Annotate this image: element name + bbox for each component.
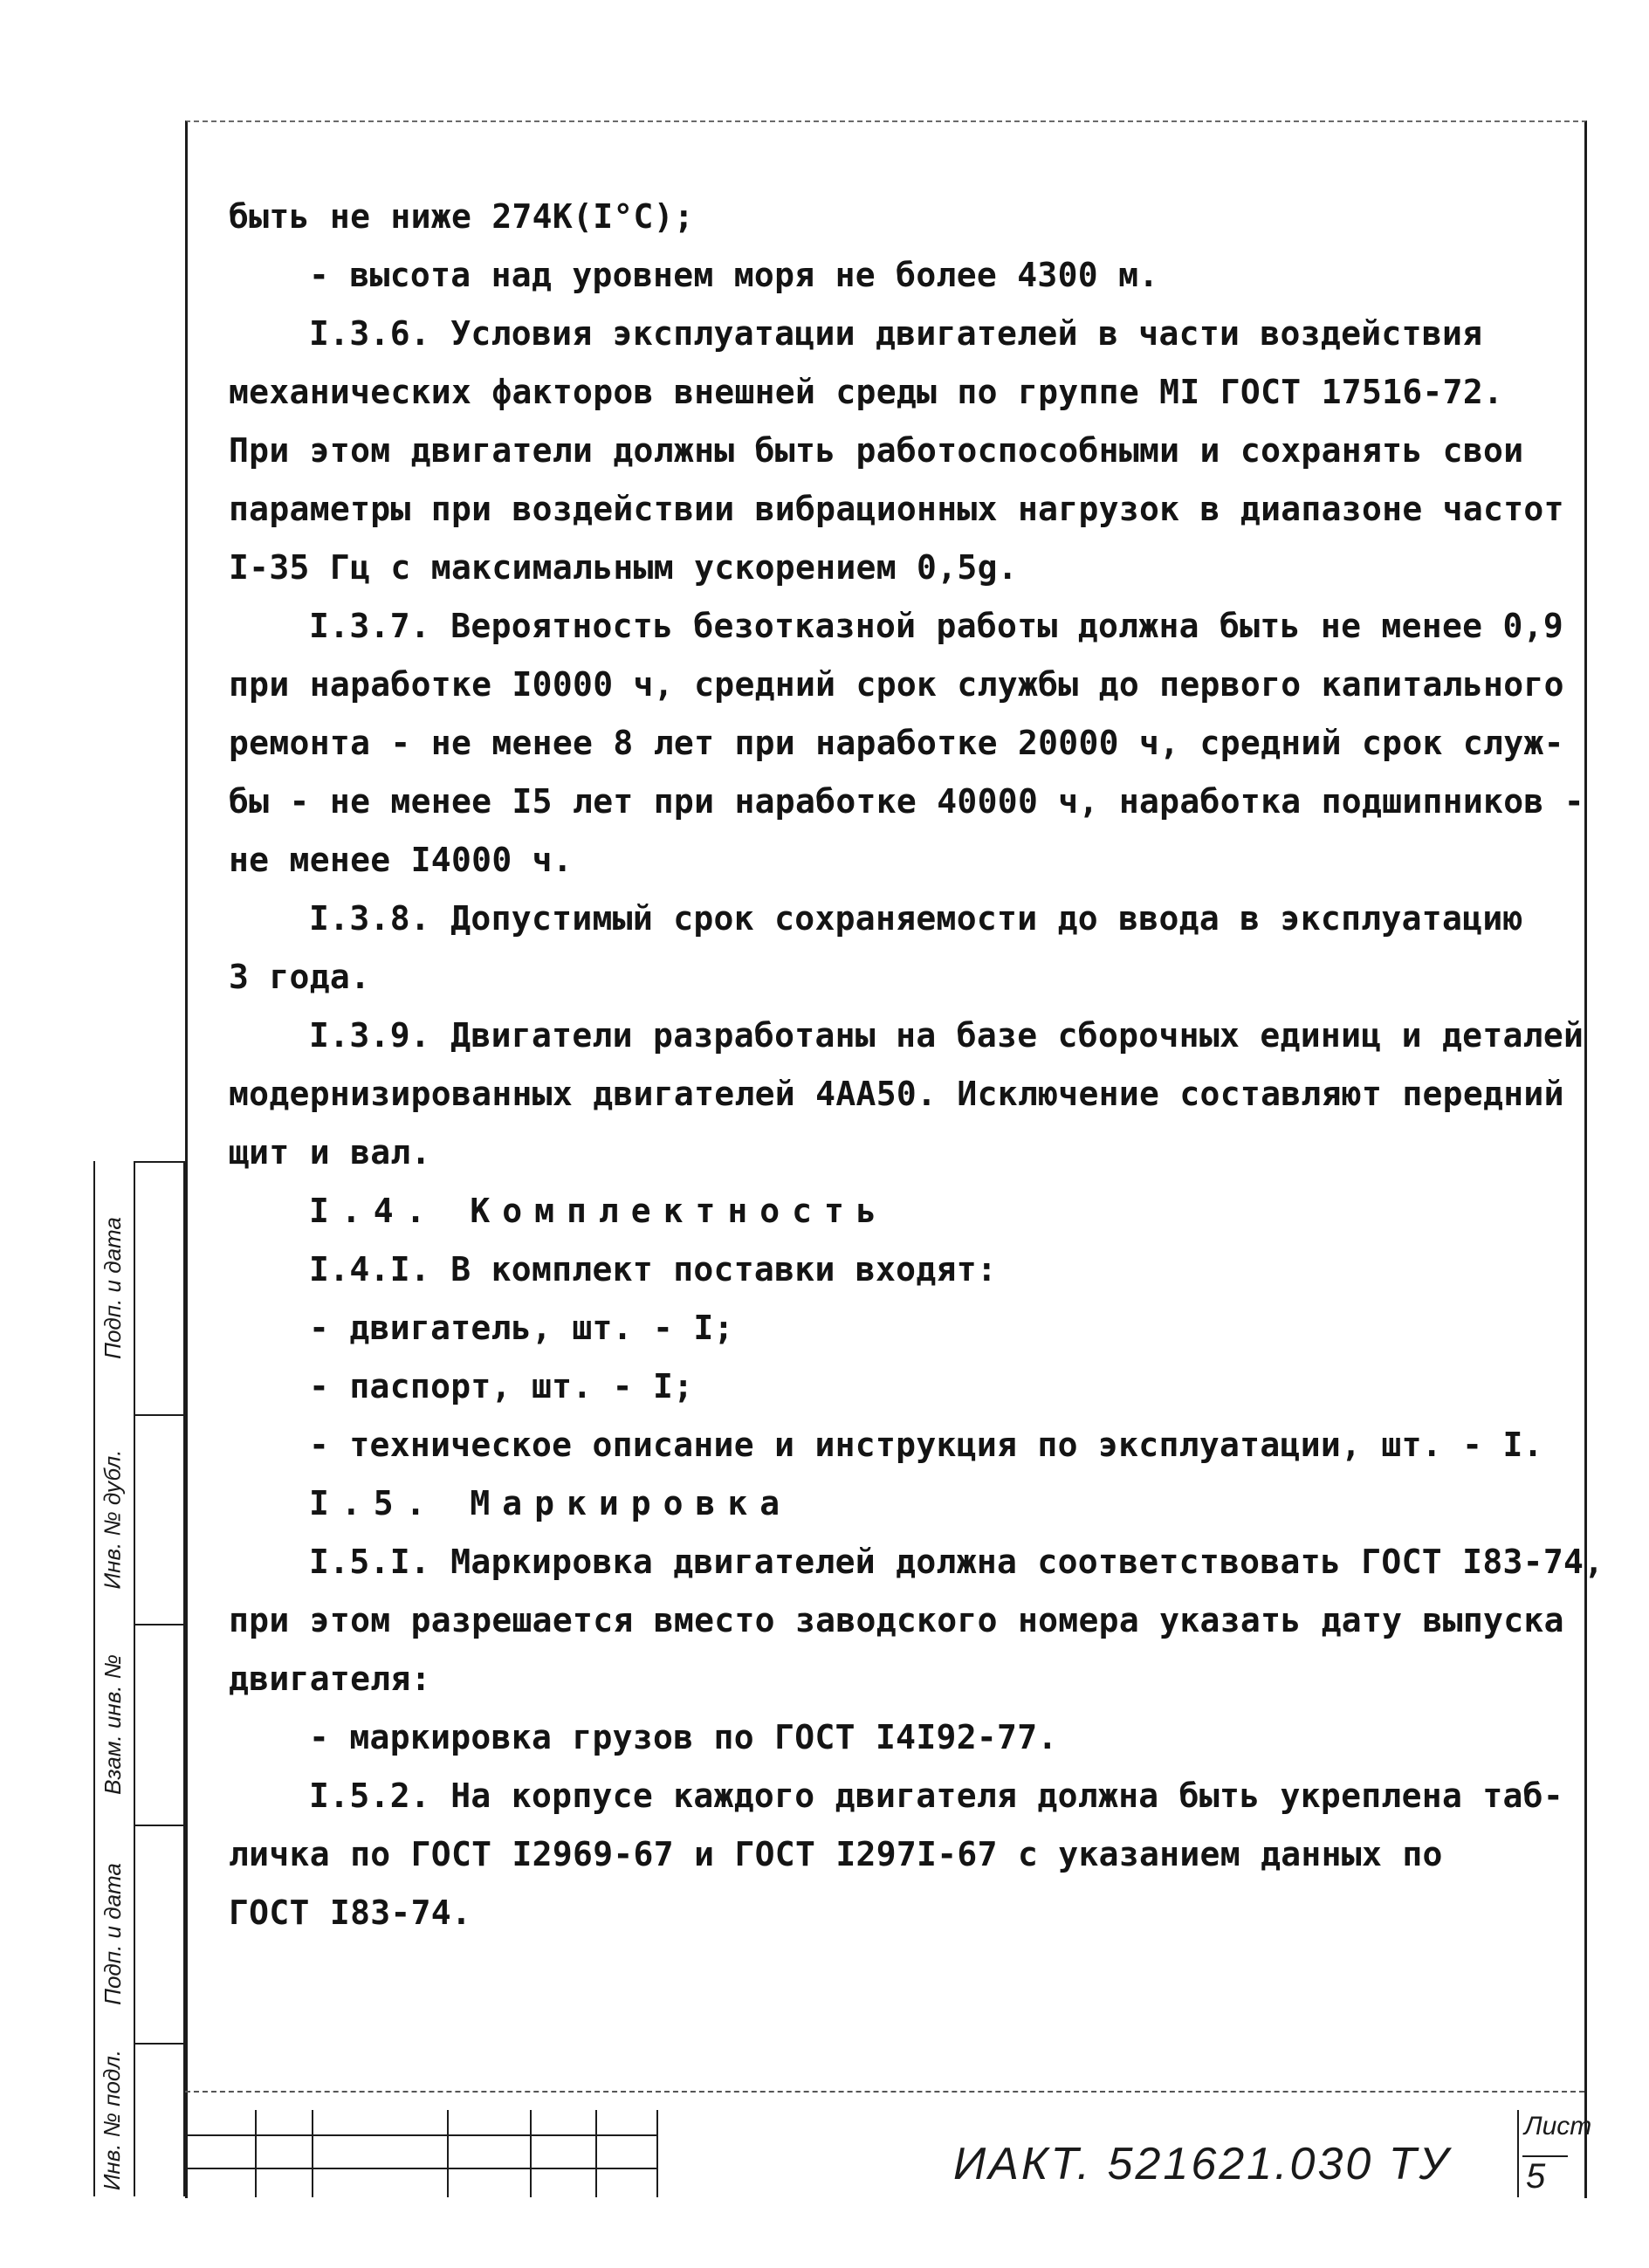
text-line: механических факторов внешней среды по группе МI ГОСТ 17516-72. xyxy=(229,373,1504,411)
binding-label-original-inv: Инв. № подл. xyxy=(99,2049,126,2190)
text-line: 3 года. xyxy=(229,958,371,996)
text-line: - техническое описание и инструкция по эксплуатации, шт. - I. xyxy=(309,1426,1543,1464)
stamp-cell-divider xyxy=(595,2110,597,2197)
binding-label-sign-date-1: Подп. и дата xyxy=(99,1216,126,1359)
binding-cell-divider xyxy=(134,1414,183,1416)
text-line: I.3.9. Двигатели разработаны на базе сборочных единиц и деталей xyxy=(309,1016,1584,1055)
sheet-box xyxy=(1517,2110,1592,2197)
binding-cell-divider xyxy=(134,2043,183,2045)
binding-label-duplicate-inv: Инв. № дубл. xyxy=(99,1449,126,1589)
binding-cell-divider xyxy=(134,1825,183,1826)
stamp-cell-divider xyxy=(530,2110,532,2197)
text-line: I.3.7. Вероятность безотказной работы должна быть не менее 0,9 xyxy=(309,607,1564,645)
document-body xyxy=(229,188,1604,1942)
text-line: при наработке I0000 ч, средний срок службы до первого капитального xyxy=(229,665,1564,704)
text-line: двигателя: xyxy=(229,1660,431,1698)
text-line: ремонта - не менее 8 лет при наработке 20000 ч, средний срок служ- xyxy=(229,724,1564,762)
stamp-cell-divider xyxy=(255,2110,257,2197)
text-line: не менее I4000 ч. xyxy=(229,841,574,879)
text-line: быть не ниже 274К(I°С); xyxy=(229,197,695,236)
title-block-stamp xyxy=(185,2091,1592,2197)
binding-cell-divider xyxy=(134,1161,183,1163)
text-line: I-35 Гц с максимальным ускорением 0,5g. xyxy=(229,548,1018,587)
text-line: I.3.6. Условия эксплуатации двигателей в части воздействия xyxy=(309,314,1483,353)
sheet-number: 5 xyxy=(1522,2155,1568,2196)
text-line: I.5.2. На корпусе каждого двигателя должна быть укреплена таб- xyxy=(309,1777,1564,1815)
text-line: I.5.I. Маркировка двигателей должна соответствовать ГОСТ I83-74, xyxy=(309,1543,1604,1581)
text-line: личка по ГОСТ I2969-67 и ГОСТ I297I-67 с указанием данных по xyxy=(229,1835,1443,1873)
text-line: модернизированных двигателей 4АА50. Исключение составляют передний xyxy=(229,1075,1564,1113)
text-line: I.4. Комплектность xyxy=(309,1192,889,1230)
document-code: ИАКТ. 521621.030 ТУ xyxy=(953,2139,1451,2189)
text-line: бы - не менее I5 лет при наработке 40000 ч, наработка подшипников - xyxy=(229,782,1584,821)
text-line: ГОСТ I83-74. xyxy=(229,1893,472,1932)
stamp-row-line xyxy=(185,2134,656,2136)
text-line: при этом разрешается вместо заводского номера указать дату выпуска xyxy=(229,1601,1564,1639)
text-line: I.3.8. Допустимый срок сохраняемости до ввода в эксплуатацию xyxy=(309,899,1523,938)
stamp-row-line xyxy=(185,2168,656,2169)
text-line: - маркировка грузов по ГОСТ I4I92-77. xyxy=(309,1718,1058,1756)
stamp-cell-divider xyxy=(312,2110,313,2197)
sheet-label: Лист xyxy=(1524,2112,1592,2141)
binding-cell-divider xyxy=(134,1624,183,1625)
text-line: При этом двигатели должны быть работоспособными и сохранять свои xyxy=(229,431,1524,470)
text-line: - двигатель, шт. - I; xyxy=(309,1309,734,1347)
binding-label-replacement-inv: Взам. инв. № xyxy=(99,1653,126,1795)
text-line: параметры при воздействии вибрационных нагрузок в диапазоне частот xyxy=(229,490,1564,528)
stamp-cell-divider xyxy=(185,2110,187,2197)
text-line: I.5. Маркировка xyxy=(309,1484,793,1522)
text-line: - высота над уровнем моря не более 4300 м. xyxy=(309,256,1159,294)
text-line: щит и вал. xyxy=(229,1133,431,1172)
stamp-cell-divider xyxy=(447,2110,449,2197)
text-line: I.4.I. В комплект поставки входят: xyxy=(309,1250,998,1289)
text-line: - паспорт, шт. - I; xyxy=(309,1367,694,1405)
binding-label-sign-date-2: Подп. и дата xyxy=(99,1862,126,2005)
binding-strip-field-column xyxy=(134,1161,185,2196)
stamp-cell-divider xyxy=(656,2110,658,2197)
binding-strip xyxy=(93,1161,185,2196)
